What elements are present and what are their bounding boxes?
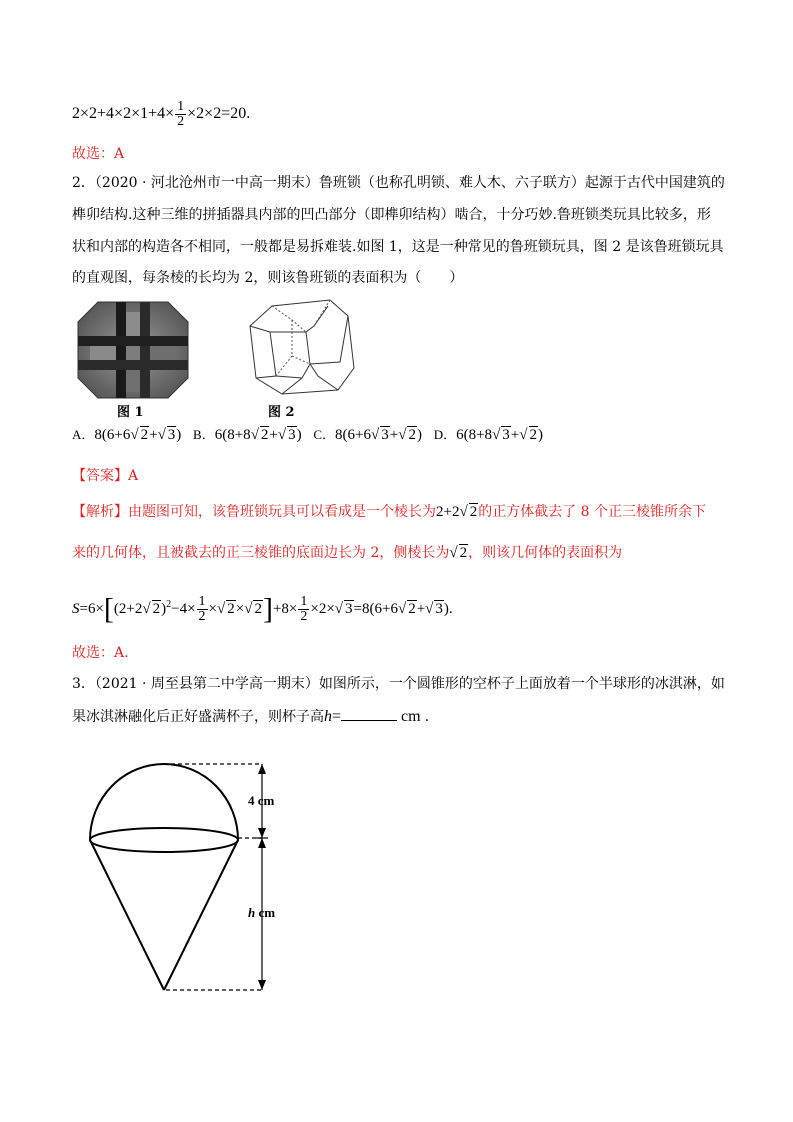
dimension-cone-height: h cm [248, 905, 276, 920]
answer-blank[interactable] [341, 706, 397, 721]
option-d[interactable]: D．6(8+8√ 3+√ 2) [433, 427, 543, 443]
analysis-line-2: 来的几何体，且被截去的正三棱锥的底面边长为 2，侧棱长为√ 2，则该几何体的表面积为 [72, 545, 623, 561]
answer-1: 故选：A [72, 146, 125, 162]
ice-cream-cone-diagram [80, 752, 300, 1002]
option-c[interactable]: C．8(6+6√ 3+√ 2) [313, 427, 422, 443]
q2-options [72, 425, 543, 445]
dimension-hemisphere: 4 cm [248, 793, 275, 808]
q2-line-4: 的直观图，每条棱的长均为 2，则该鲁班锁的表面积为（ ） [72, 270, 464, 286]
top-formula: 2×2+4×2×1+4× $\frac{1}{2}$ ×2×2=20. [72, 98, 251, 129]
q2-line-1: 2．（2020 · 河北沧州市一中高一期末）鲁班锁（也称孔明锁、难人木、六子联方）起源于古代中国建筑的 [72, 175, 725, 191]
luban-lock-diagram [248, 298, 356, 398]
q2-line-3: 状和内部的构造各不相同，一般都是易拆难装.如图 1，这是一种常见的鲁班锁玩具，图 2 是该鲁班锁玩具 [72, 239, 724, 255]
figure-2-caption: 图 2 [268, 405, 295, 420]
luban-lock-photo [76, 300, 190, 400]
q3-line-2: 果冰淇淋融化后正好盛满杯子，则杯子高h= cm . [72, 708, 430, 725]
option-a[interactable]: A．8(6+6√ 2+√ 3) [72, 427, 182, 443]
figure-1-caption: 图 1 [117, 405, 144, 420]
q2-line-2: 榫卯结构.这种三维的拼插器具内部的凹凸部分（即榫卯结构）啮合，十分巧妙.鲁班锁类玩具比较多，形 [72, 207, 711, 223]
analysis-line-1: 【解析】由题图可知，该鲁班锁玩具可以看成是一个棱长为2+2√ 2的正方体截去了 8 个正三棱锥所余下 [72, 504, 707, 520]
q3-line-1: 3．（2021 · 周至县第二中学高一期末）如图所示，一个圆锥形的空杯子上面放着一个半球形的冰淇淋，如 [72, 676, 725, 692]
surface-area-formula: S=6×[(2+2√ 2)$^2$−4× $\frac{1}{2}$ ×√ 2×√ 2]+8× $\frac{1}{2}$ ×2×√ 3=8(6+6√ 2+√ 3). [72, 592, 453, 626]
answer-2: 故选：A. [72, 645, 129, 661]
option-b[interactable]: B．6(8+8√ 2+√ 3) [193, 427, 302, 443]
fraction: $\frac{1}{2}$ [177, 98, 185, 129]
answer-tag: 【答案】A [72, 468, 139, 484]
